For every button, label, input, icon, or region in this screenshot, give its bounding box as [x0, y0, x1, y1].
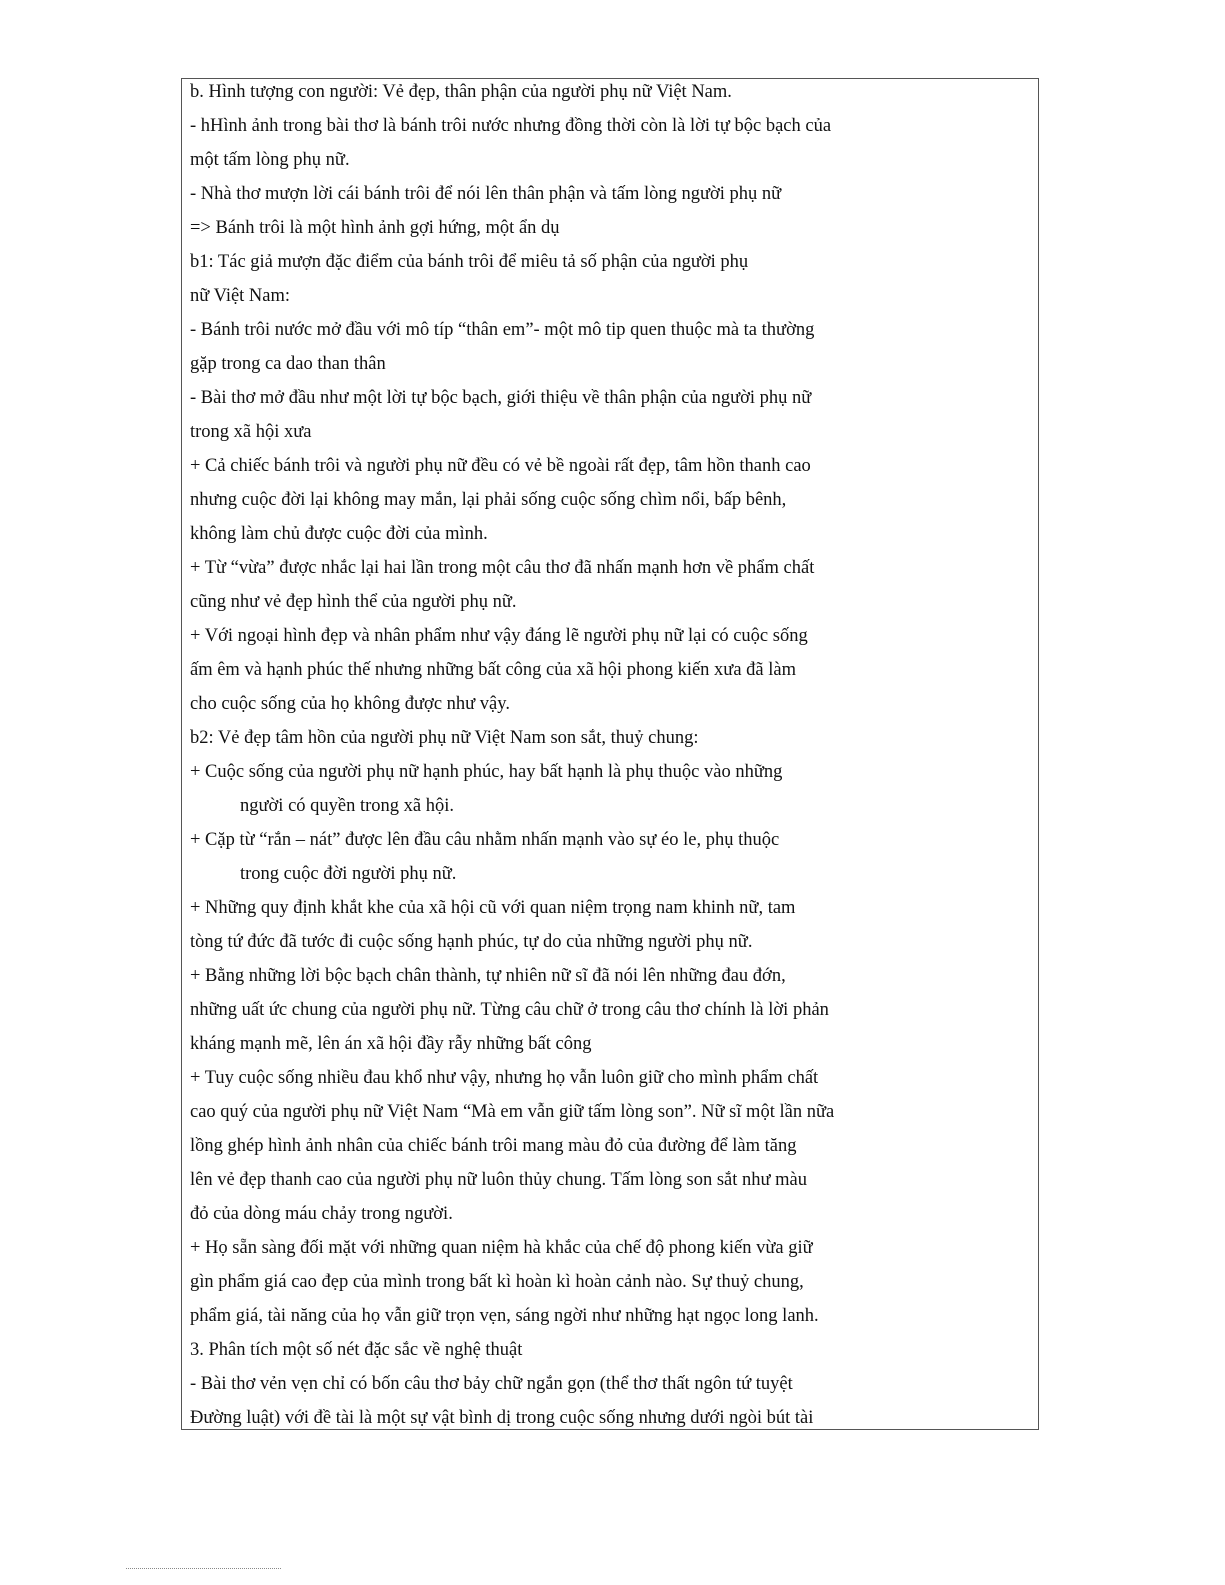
- text-line: gặp trong ca dao than thân: [190, 354, 386, 374]
- text-line: cao quý của người phụ nữ Việt Nam “Mà em vẫn giữ tấm lòng son”. Nữ sĩ một lần nữa: [190, 1102, 835, 1122]
- text-line: + Bằng những lời bộc bạch chân thành, tự nhiên nữ sĩ đã nói lên những đau đớn,: [190, 966, 786, 986]
- text-line: + Cặp từ “rắn – nát” được lên đầu câu nhằm nhấn mạnh vào sự éo le, phụ thuộc: [190, 830, 780, 850]
- text-line: không làm chủ được cuộc đời của mình.: [190, 524, 488, 544]
- text-line-indented: người có quyền trong xã hội.: [240, 796, 455, 816]
- text-line: lên vẻ đẹp thanh cao của người phụ nữ luôn thủy chung. Tấm lòng son sắt như màu: [190, 1170, 808, 1190]
- text-line: đỏ của dòng máu chảy trong người.: [190, 1204, 453, 1224]
- text-line: một tấm lòng phụ nữ.: [190, 150, 350, 170]
- text-line: Đường luật) với đề tài là một sự vật bình dị trong cuộc sống nhưng dưới ngòi bút tài: [190, 1408, 814, 1428]
- text-line: kháng mạnh mẽ, lên án xã hội đầy rẫy những bất công: [190, 1034, 592, 1054]
- text-line: nữ Việt Nam:: [190, 286, 291, 306]
- text-line: ấm êm và hạnh phúc thế nhưng những bất công của xã hội phong kiến xưa đã làm: [190, 660, 796, 680]
- text-line: cho cuộc sống của họ không được như vậy.: [190, 694, 510, 714]
- text-line: phẩm giá, tài năng của họ vẫn giữ trọn vẹn, sáng ngời như những hạt ngọc long lanh.: [190, 1306, 819, 1326]
- text-line-indented: trong cuộc đời người phụ nữ.: [240, 864, 457, 884]
- text-line: - Nhà thơ mượn lời cái bánh trôi để nói lên thân phận và tấm lòng người phụ nữ: [190, 184, 782, 204]
- footer-divider: [126, 1568, 281, 1569]
- text-line: - Bánh trôi nước mở đầu với mô típ “thân em”- một mô tip quen thuộc mà ta thường: [190, 320, 815, 340]
- text-line: b. Hình tượng con người: Vẻ đẹp, thân phận của người phụ nữ Việt Nam.: [190, 82, 732, 102]
- text-line: + Những quy định khắt khe của xã hội cũ với quan niệm trọng nam khinh nữ, tam: [190, 898, 796, 918]
- text-line: - hHình ảnh trong bài thơ là bánh trôi nước nhưng đồng thời còn là lời tự bộc bạch của: [190, 116, 832, 136]
- text-line: + Họ sẵn sàng đối mặt với những quan niệm hà khắc của chế độ phong kiến vừa giữ: [190, 1238, 813, 1258]
- text-line: gìn phẩm giá cao đẹp của mình trong bất kì hoàn kì hoàn cảnh nào. Sự thuỷ chung,: [190, 1272, 804, 1292]
- text-line: + Cả chiếc bánh trôi và người phụ nữ đều có vẻ bề ngoài rất đẹp, tâm hồn thanh cao: [190, 456, 811, 476]
- text-line: => Bánh trôi là một hình ảnh gợi hứng, một ẩn dụ: [190, 218, 560, 238]
- section-heading: 3. Phân tích một số nét đặc sắc về nghệ thuật: [190, 1340, 523, 1360]
- text-line: + Tuy cuộc sống nhiều đau khổ như vậy, nhưng họ vẫn luôn giữ cho mình phẩm chất: [190, 1068, 819, 1088]
- text-line: b2: Vẻ đẹp tâm hồn của người phụ nữ Việt Nam son sắt, thuỷ chung:: [190, 728, 699, 748]
- text-line: - Bài thơ vẻn vẹn chỉ có bốn câu thơ bảy chữ ngắn gọn (thể thơ thất ngôn tứ tuyệt: [190, 1374, 793, 1394]
- text-line: - Bài thơ mở đầu như một lời tự bộc bạch, giới thiệu về thân phận của người phụ nữ: [190, 388, 812, 408]
- text-line: nhưng cuộc đời lại không may mắn, lại phải sống cuộc sống chìm nổi, bấp bênh,: [190, 490, 787, 510]
- document-body: [190, 78, 1030, 1430]
- text-line: cũng như vẻ đẹp hình thể của người phụ nữ.: [190, 592, 517, 612]
- text-line: lồng ghép hình ảnh nhân của chiếc bánh trôi mang màu đỏ của đường để làm tăng: [190, 1136, 797, 1156]
- document-table-cell: [181, 78, 1039, 1430]
- text-line: + Cuộc sống của người phụ nữ hạnh phúc, hay bất hạnh là phụ thuộc vào những: [190, 762, 783, 782]
- text-line: những uất ức chung của người phụ nữ. Từng câu chữ ở trong câu thơ chính là lời phản: [190, 1000, 829, 1020]
- text-line: b1: Tác giả mượn đặc điểm của bánh trôi để miêu tả số phận của người phụ: [190, 252, 749, 272]
- text-line: trong xã hội xưa: [190, 422, 312, 442]
- text-line: + Từ “vừa” được nhắc lại hai lần trong một câu thơ đã nhấn mạnh hơn về phẩm chất: [190, 558, 815, 578]
- text-line: + Với ngoại hình đẹp và nhân phẩm như vậy đáng lẽ người phụ nữ lại có cuộc sống: [190, 626, 808, 646]
- text-line: tòng tứ đức đã tước đi cuộc sống hạnh phúc, tự do của những người phụ nữ.: [190, 932, 753, 952]
